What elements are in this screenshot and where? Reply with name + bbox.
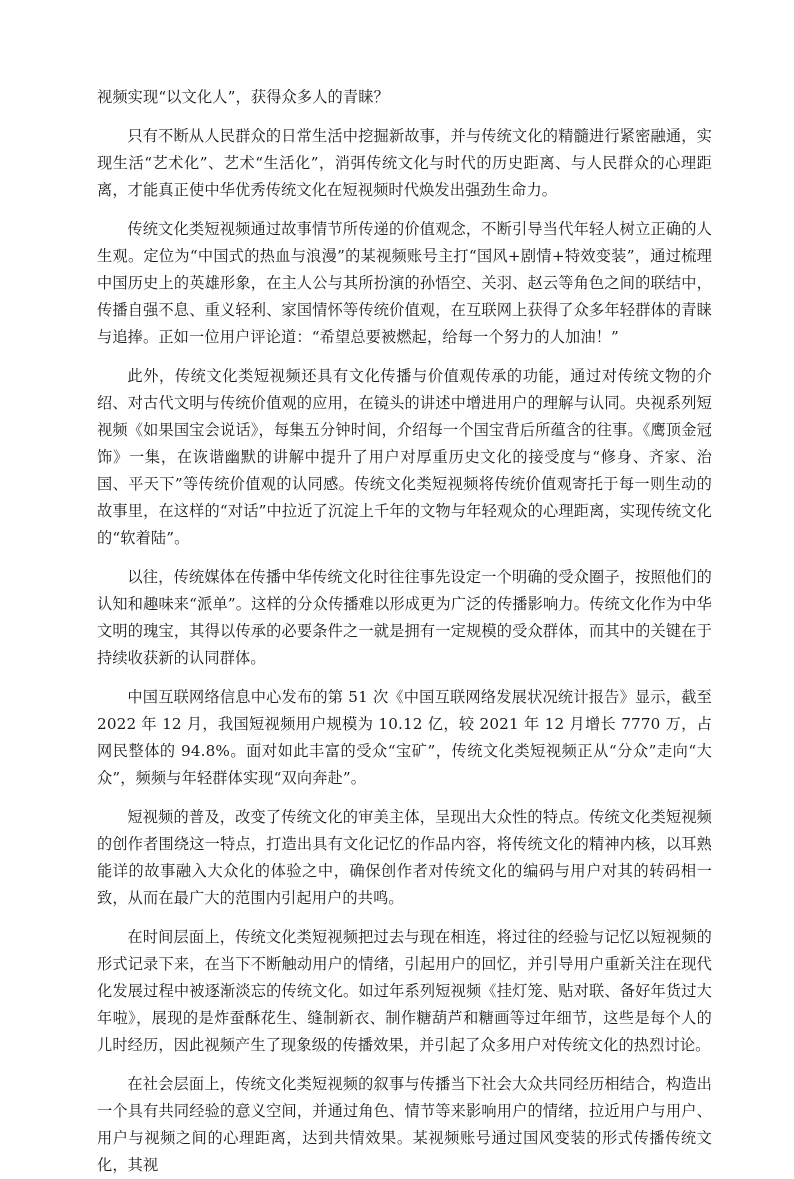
paragraph: 在时间层面上，传统文化类短视频把过去与现在相连，将过往的经验与记忆以短视频的形式记录下来，在当下不断触动用户的情绪，引起用户的回忆，并引导用户重新关注在现代化发展过程中被逐渐淡忘的传统文化。如过年系列短视频《挂灯笼、贴对联、备好年货过大年啦》，展现的是炸蚕酥花生、缝制新衣、制作糖葫芦和糖画等过年细节，这些是每个人的儿时经历，因此视频产生了现象级的传播效果，并引起了众多用户对传统文化的热烈讨论。 (97, 928, 712, 1054)
paragraph: 短视频的普及，改变了传统文化的审美主体，呈现出大众性的特点。传统文化类短视频的创作者围绕这一特点，打造出具有文化记忆的作品内容，将传统文化的精神内核，以耳熟能详的故事融入大众化的体验之中，确保创作者对传统文化的编码与用户对其的转码相一致，从而在最广大的范围内引起用户的共鸣。 (97, 808, 712, 907)
paragraph: 只有不断从人民群众的日常生活中挖掘新故事，并与传统文化的精髓进行紧密融通，实现生活“艺术化”、艺术“生活化”，消弭传统文化与时代的历史距离、与人民群众的心理距离，才能真正使中华优秀传统文化在短视频时代焕发出强劲生命力。 (97, 127, 712, 199)
paragraph: 在社会层面上，传统文化类短视频的叙事与传播当下社会大众共同经历相结合，构造出一个具有共同经验的意义空间，并通过角色、情节等来影响用户的情绪，拉近用户与用户、用户与视频之间的心理距离，达到共情效果。某视频账号通过国风变装的形式传播传统文化，其视 (97, 1075, 712, 1174)
paragraph-continuation: 视频实现“以文化人”，获得众多人的青睐？ (97, 88, 389, 106)
paragraph: 以往，传统媒体在传播中华传统文化时往往事先设定一个明确的受众圈子，按照他们的认知和趣味来“派单”。这样的分众传播难以形成更为广泛的传播影响力。传统文化作为中华文明的瑰宝，其得以传承的必要条件之一就是拥有一定规模的受众群体，而其中的关键在于持续收获新的认同群体。 (97, 568, 712, 667)
paragraph: 中国互联网络信息中心发布的第 51 次《中国互联网络发展状况统计报告》显示，截至 2022 年 12 月，我国短视频用户规模为 10.12 亿，较 2021 年 12 月增长 7770 万，占网民整体的 94.8%。面对如此丰富的受众“宝矿”，传统文化类短视频正从“分众”走向“大众”，频频与年轻群体实现“双向奔赴”。 (97, 688, 712, 787)
paragraph: 此外，传统文化类短视频还具有文化传播与价值观传承的功能，通过对传统文物的介绍、对古代文明与传统价值观的应用，在镜头的讲述中增进用户的理解与认同。央视系列短视频《如果国宝会说话》，每集五分钟时间，介绍每一个国宝背后所蕴含的往事。《鹰顶金冠饰》一集，在诙谐幽默的讲解中提升了用户对厚重历史文化的接受度与“修身、齐家、治国、平天下”等传统价值观的认同感。传统文化类短视频将传统价值观寄托于每一则生动的故事里，在这样的“对话”中拉近了沉淀上千年的文物与年轻观众的心理距离，实现传统文化的“软着陆”。 (97, 367, 712, 547)
paragraph: 传统文化类短视频通过故事情节所传递的价值观念，不断引导当代年轻人树立正确的人生观。定位为“中国式的热血与浪漫”的某视频账号主打“国风+剧情+特效变装”，通过梳理中国历史上的英雄形象，在主人公与其所扮演的孙悟空、关羽、赵云等角色之间的联结中，传播自强不息、重义轻利、家国情怀等传统价值观，在互联网上获得了众多年轻群体的青睐与追捧。正如一位用户评论道：“希望总要被燃起，给每一个努力的人加油！” (97, 220, 712, 346)
